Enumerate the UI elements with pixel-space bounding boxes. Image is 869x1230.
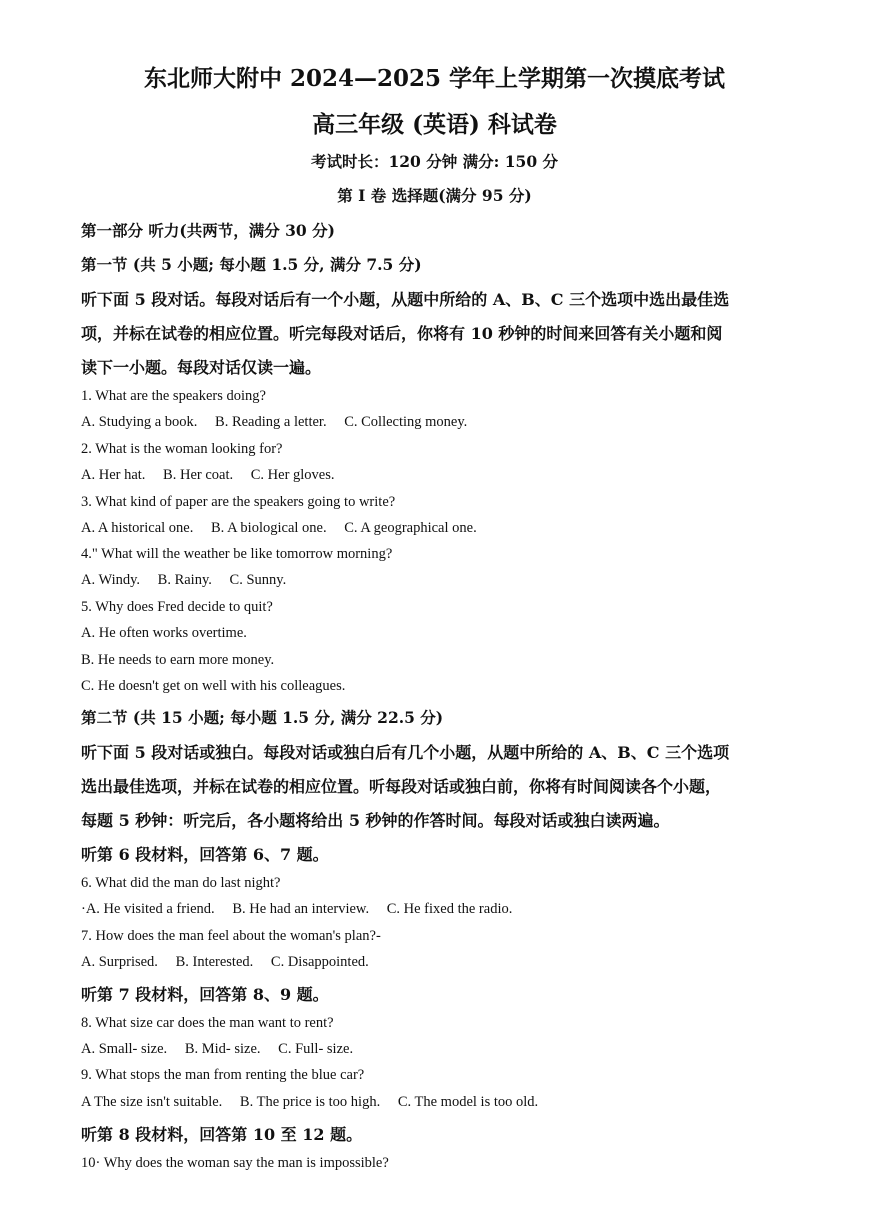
question-6-options [81, 901, 526, 918]
question-9-options [81, 1094, 552, 1111]
section2-instruction-line: 每题 5 秒钟：听完后，各小题将给出 5 秒钟的作答时间。每段对话或独白读两遍。 [81, 811, 670, 830]
option-c: C. Full- size. [278, 1041, 354, 1057]
option-c: C. Collecting money. [344, 414, 468, 430]
option-a: A. Studying a book. [81, 414, 198, 430]
section2-instruction-line: 选出最佳选项，并标在试卷的相应位置。听每段对话或独白前，你将有时间阅读各个小题， [81, 777, 722, 796]
option-b: B. He needs to earn more money. [81, 652, 275, 668]
option-a: A. Her hat. [81, 467, 146, 483]
question-7-options [81, 954, 383, 971]
option-b: B. The price is too high. [239, 1094, 381, 1110]
section1-instruction-line: 听下面 5 段对话。每段对话后有一个小题，从题中所给的 A、B、C 三个选项中选出最佳选 [81, 290, 730, 309]
question-10: 10· Why does the woman say the man is impossible? [81, 1155, 389, 1171]
question-7: 7. How does the man feel about the woman's plan?- [81, 928, 381, 944]
group-heading-7: 听第 7 段材料，回答第 8、9 题。 [81, 985, 329, 1004]
question-1-options [81, 414, 481, 431]
option-a: A The size isn't suitable. [81, 1094, 223, 1110]
option-c: C. He doesn't get on well with his colleagues. [81, 678, 346, 694]
option-b: B. Interested. [175, 954, 254, 970]
option-b: B. Reading a letter. [215, 414, 327, 430]
question-5: 5. Why does Fred decide to quit? [81, 599, 273, 615]
group-heading-8: 听第 8 段材料，回答第 10 至 12 题。 [81, 1125, 363, 1144]
question-4-options [81, 572, 300, 589]
option-b: B. Mid- size. [184, 1041, 261, 1057]
question-1: 1. What are the speakers doing? [81, 388, 266, 404]
question-8-options [81, 1041, 367, 1058]
question-2: 2. What is the woman looking for? [81, 441, 283, 457]
section1-instruction-line: 读下一小题。每段对话仅读一遍。 [81, 358, 322, 377]
option-a: A. Surprised. [81, 954, 158, 970]
group-heading-6: 听第 6 段材料，回答第 6、7 题。 [81, 845, 329, 864]
option-b: B. Rainy. [157, 572, 212, 588]
section2-instruction-line: 听下面 5 段对话或独白。每段对话或独白后有几个小题，从题中所给的 A、B、C 三个选项 [81, 743, 730, 762]
option-b: B. A biological one. [211, 520, 327, 536]
option-a: A. Windy. [81, 572, 141, 588]
option-c: C. A geographical one. [344, 520, 477, 536]
option-c: C. Sunny. [229, 572, 287, 588]
option-a: A. Small- size. [81, 1041, 168, 1057]
question-8: 8. What size car does the man want to rent? [81, 1015, 334, 1031]
question-9: 9. What stops the man from renting the blue car? [81, 1067, 365, 1083]
option-c: C. Her gloves. [250, 467, 335, 483]
section1-instruction-line: 项，并标在试卷的相应位置。听完每段对话后，你将有 10 秒钟的时间来回答有关小题和阅 [81, 324, 723, 343]
exam-info: 考试时长：120 分钟 满分: 150 分 [310, 152, 559, 171]
option-c: C. He fixed the radio. [386, 901, 513, 917]
section2-heading: 第二节 (共 15 小题; 每小题 1.5 分, 满分 22.5 分) [81, 708, 444, 727]
option-c: C. Disappointed. [270, 954, 369, 970]
option-b: B. He had an interview. [232, 901, 370, 917]
question-2-options [81, 467, 349, 484]
volume-heading: 第 I 卷 选择题(满分 95 分) [337, 186, 532, 205]
question-4: 4." What will the weather be like tomorrow morning? [81, 546, 393, 562]
question-6: 6. What did the man do last night? [81, 875, 281, 891]
option-c: C. The model is too old. [397, 1094, 539, 1110]
section1-heading: 第一节 (共 5 小题; 每小题 1.5 分, 满分 7.5 分) [81, 255, 422, 274]
option-a: A. He often works overtime. [81, 625, 247, 641]
exam-title: 东北师大附中 2024—2025 学年上学期第一次摸底考试 [143, 65, 726, 92]
option-a: A. A historical one. [81, 520, 194, 536]
option-b: B. Her coat. [163, 467, 234, 483]
question-3-options [81, 520, 491, 537]
question-3: 3. What kind of paper are the speakers going to write? [81, 494, 396, 510]
part1-heading: 第一部分 听力(共两节，满分 30 分) [81, 221, 335, 240]
option-a: ·A. He visited a friend. [81, 901, 215, 917]
exam-subtitle: 高三年级 (英语) 科试卷 [312, 111, 557, 138]
